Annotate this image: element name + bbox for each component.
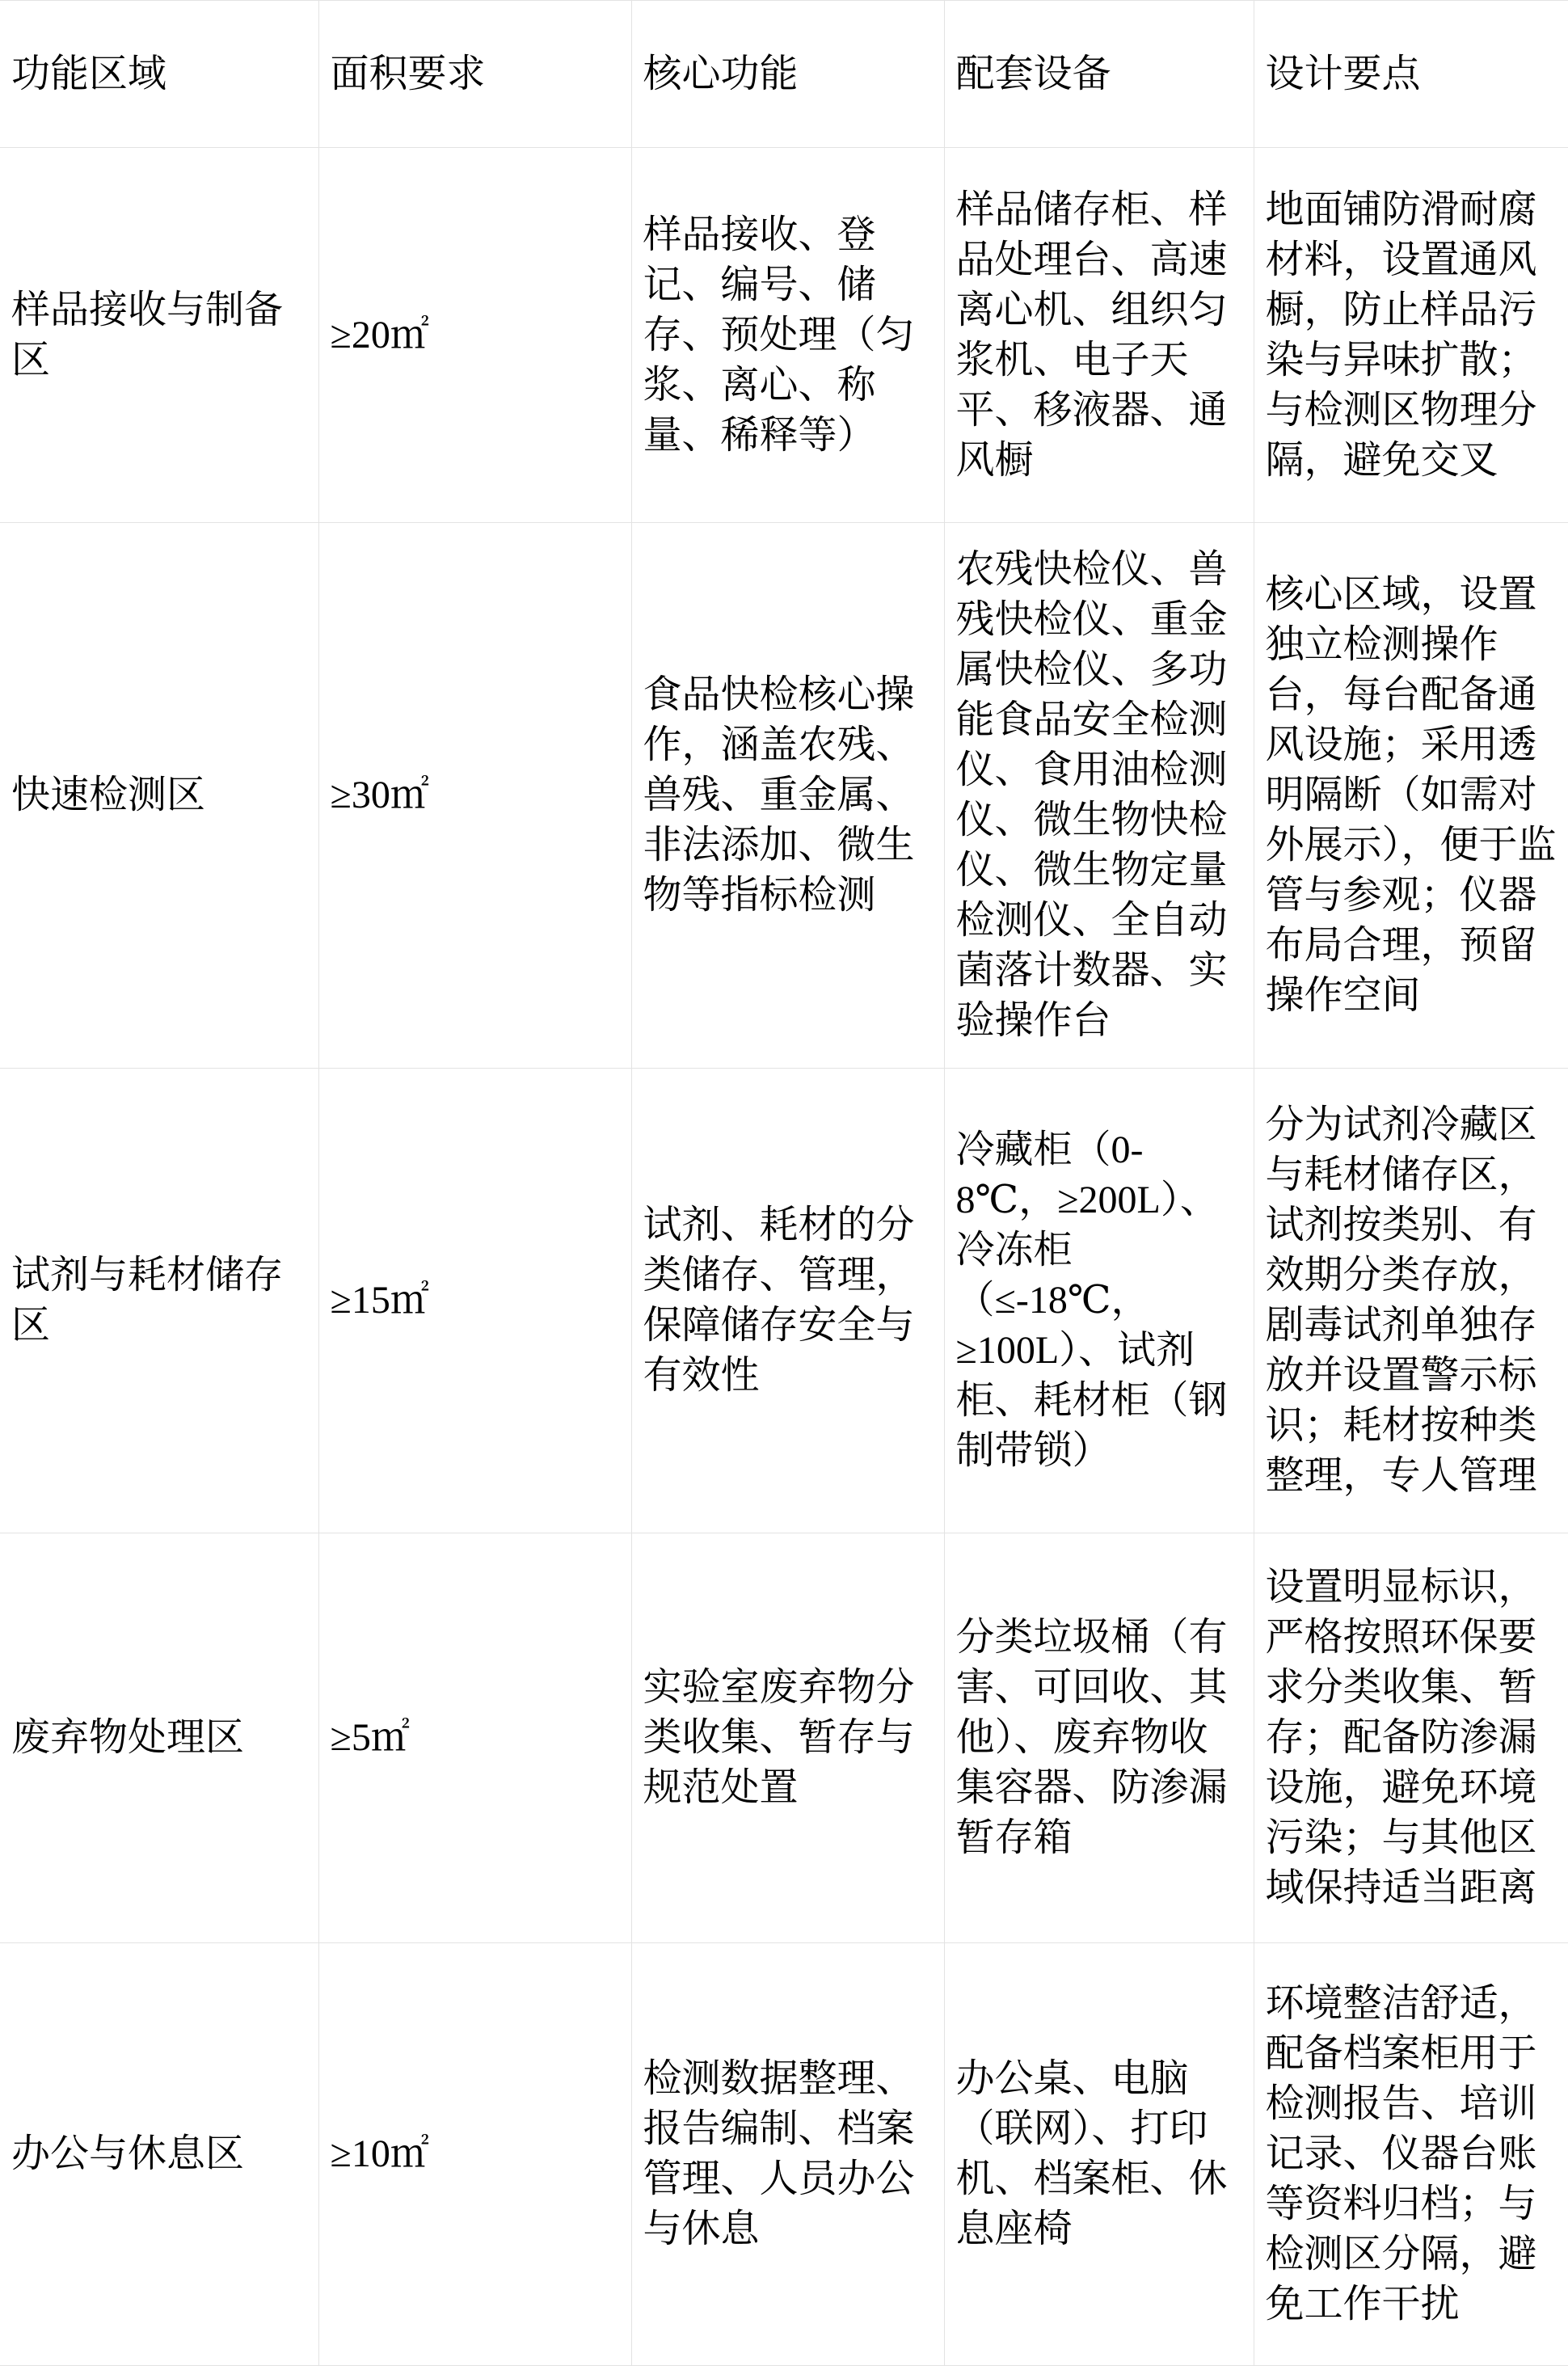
column-header-area-requirement: 面积要求: [318, 1, 631, 148]
table-row-office-rest: [0, 1943, 1568, 2366]
cell-design-points: 环境整洁舒适，配备档案柜用于检测报告、培训记录、仪器台账等资料归档；与检测区分隔，避免工作干扰: [1254, 1943, 1568, 2366]
cell-equipment: 分类垃圾桶（有害、可回收、其他）、废弃物收集容器、防渗漏暂存箱: [944, 1533, 1254, 1943]
cell-core-function: 试剂、耗材的分类储存、管理，保障储存安全与有效性: [631, 1069, 944, 1533]
table-row-reagent-storage: [0, 1069, 1568, 1533]
cell-area-size: ≥5㎡: [318, 1533, 631, 1943]
cell-area-size: ≥10㎡: [318, 1943, 631, 2366]
cell-area-name: 试剂与耗材储存区: [0, 1069, 318, 1533]
table-row-rapid-testing: [0, 523, 1568, 1069]
cell-design-points: 地面铺防滑耐腐材料，设置通风橱，防止样品污染与异味扩散；与检测区物理分隔，避免交叉: [1254, 148, 1568, 523]
cell-core-function: 检测数据整理、报告编制、档案管理、人员办公与休息: [631, 1943, 944, 2366]
cell-area-size: ≥20㎡: [318, 148, 631, 523]
column-header-functional-area: 功能区域: [0, 1, 318, 148]
cell-equipment: 冷藏柜（0-8℃，≥200L）、冷冻柜（≤-18℃，≥100L）、试剂柜、耗材柜（钢制带锁）: [944, 1069, 1254, 1533]
cell-design-points: 核心区域，设置独立检测操作台，每台配备通风设施；采用透明隔断（如需对外展示），便于监管与参观；仪器布局合理，预留操作空间: [1254, 523, 1568, 1069]
table-row-sample-receiving: [0, 148, 1568, 523]
cell-area-size: ≥15㎡: [318, 1069, 631, 1533]
cell-core-function: 样品接收、登记、编号、储存、预处理（匀浆、离心、称量、稀释等）: [631, 148, 944, 523]
cell-equipment: 办公桌、电脑（联网）、打印机、档案柜、休息座椅: [944, 1943, 1254, 2366]
cell-area-name: 快速检测区: [0, 523, 318, 1069]
cell-equipment: 样品储存柜、样品处理台、高速离心机、组织匀浆机、电子天平、移液器、通风橱: [944, 148, 1254, 523]
column-header-core-function: 核心功能: [631, 1, 944, 148]
column-header-supporting-equipment: 配套设备: [944, 1, 1254, 148]
cell-equipment: 农残快检仪、兽残快检仪、重金属快检仪、多功能食品安全检测仪、食用油检测仪、微生物快检仪、微生物定量检测仪、全自动菌落计数器、实验操作台: [944, 523, 1254, 1069]
cell-area-name: 办公与休息区: [0, 1943, 318, 2366]
table-row-waste-disposal: [0, 1533, 1568, 1943]
cell-design-points: 分为试剂冷藏区与耗材储存区，试剂按类别、有效期分类存放，剧毒试剂单独存放并设置警示标识；耗材按种类整理，专人管理: [1254, 1069, 1568, 1533]
column-header-design-points: 设计要点: [1254, 1, 1568, 148]
cell-core-function: 实验室废弃物分类收集、暂存与规范处置: [631, 1533, 944, 1943]
cell-area-size: ≥30㎡: [318, 523, 631, 1069]
cell-core-function: 食品快检核心操作，涵盖农残、兽残、重金属、非法添加、微生物等指标检测: [631, 523, 944, 1069]
cell-area-name: 废弃物处理区: [0, 1533, 318, 1943]
cell-area-name: 样品接收与制备区: [0, 148, 318, 523]
cell-design-points: 设置明显标识，严格按照环保要求分类收集、暂存；配备防渗漏设施，避免环境污染；与其他区域保持适当距离: [1254, 1533, 1568, 1943]
header-row: [0, 1, 1568, 148]
